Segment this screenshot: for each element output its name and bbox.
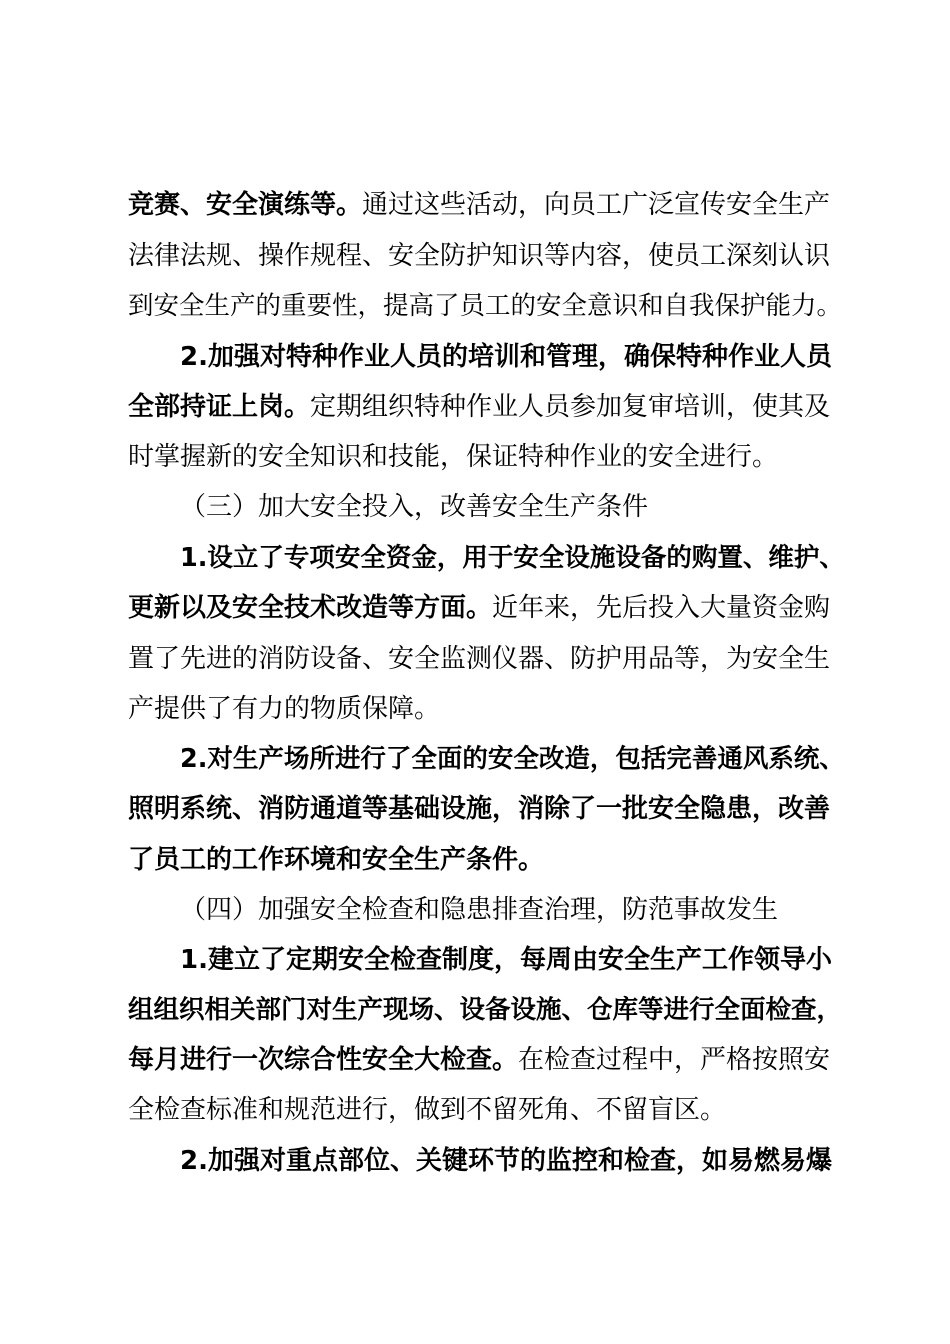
text-line [128, 582, 830, 634]
text-line [128, 783, 830, 835]
text-line [180, 481, 648, 533]
text-line [128, 179, 830, 231]
normal-text: 全检查标准和规范进行，做到不留死角、不留盲区。 [128, 1095, 727, 1125]
bold-text: 全部持证上岗。 [128, 392, 311, 422]
normal-text: （三）加大安全投入，改善安全生产条件 [180, 492, 649, 522]
text-line [180, 532, 845, 584]
bold-text: 2.加强对重点部位、关键环节的监控和检查，如易燃易爆 [180, 1146, 832, 1176]
bold-text: 照明系统、消防通道等基础设施，消除了一批安全隐患，改善 [128, 794, 831, 824]
normal-text: 法律法规、操作规程、安全防护知识等内容，使员工深刻认识 [128, 241, 831, 271]
bold-text: 2.对生产场所进行了全面的安全改造，包括完善通风系统、 [180, 744, 845, 774]
text-line [180, 733, 845, 785]
bold-text: 1.建立了定期安全检查制度，每周由安全生产工作领导小 [180, 945, 832, 975]
text-line [128, 984, 842, 1036]
text-line [128, 381, 830, 433]
text-line [180, 331, 832, 383]
text-line [128, 230, 830, 282]
normal-text: 定期组织特种作业人员参加复审培训，使其及 [310, 392, 831, 422]
normal-text: 时掌握新的安全知识和技能，保证特种作业的安全进行。 [128, 442, 779, 472]
normal-text: 到安全生产的重要性，提高了员工的安全意识和自我保护能力。 [128, 291, 843, 321]
normal-text: 产提供了有力的物质保障。 [128, 694, 441, 724]
normal-text: 在检查过程中，严格按照安 [518, 1045, 831, 1075]
bold-text: 2.加强对特种作业人员的培训和管理，确保特种作业人员 [180, 342, 832, 372]
normal-text: （四）加强安全检查和隐患排查治理，防范事故发生 [180, 895, 779, 925]
bold-text: 更新以及安全技术改造等方面。 [128, 593, 493, 623]
text-line [180, 1135, 832, 1187]
bold-text: 1.设立了专项安全资金，用于安全设施设备的购置、维护、 [180, 543, 845, 573]
text-line [128, 431, 778, 483]
normal-text: 置了先进的消防设备、安全监测仪器、防护用品等，为安全生 [128, 644, 831, 674]
bold-text: 组组织相关部门对生产现场、设备设施、仓库等进行全面检查， [128, 995, 843, 1025]
bold-text: 竞赛、安全演练等。 [128, 190, 363, 220]
text-line [180, 934, 832, 986]
text-line [128, 633, 830, 685]
text-line [128, 834, 544, 886]
normal-text: 近年来，先后投入大量资金购 [492, 593, 831, 623]
bold-text: 了员工的工作环境和安全生产条件。 [128, 845, 545, 875]
normal-text: 通过这些活动，向员工广泛宣传安全生产 [362, 190, 831, 220]
text-line [180, 884, 778, 936]
bold-text: 每月进行一次综合性安全大检查。 [128, 1045, 519, 1075]
text-line [128, 1084, 726, 1136]
text-line [128, 280, 842, 332]
text-line [128, 1034, 830, 1086]
text-line [128, 683, 440, 735]
